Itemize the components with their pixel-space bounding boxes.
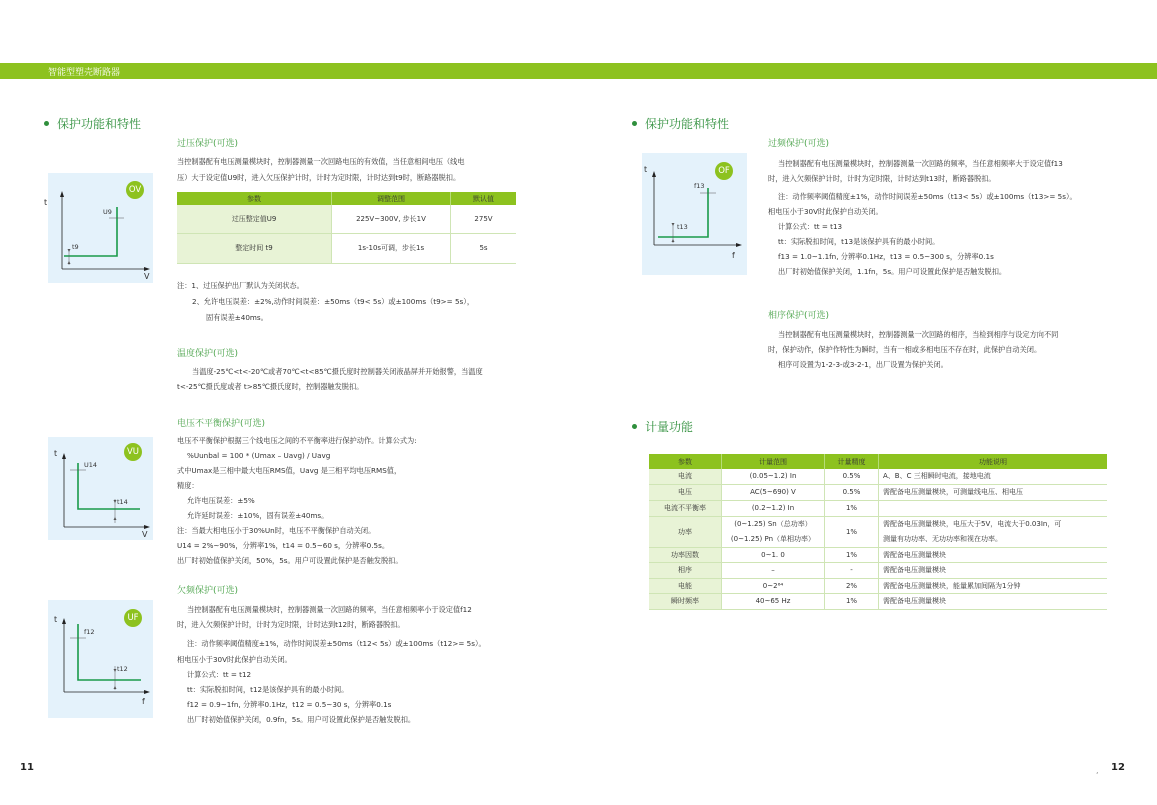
of-line-5: 计算公式：tt = t13: [778, 222, 843, 231]
vu-badge: VU: [124, 443, 142, 461]
table-cell: 0~2⁶⁴: [722, 578, 825, 593]
table-cell: 225V~300V, 步长1V: [332, 205, 451, 233]
table-cell: 需配备电压测量模块，可测量线电压、相电压: [879, 484, 1108, 500]
metering-table: [649, 454, 1107, 610]
table-cell: (0.05~1.2) In: [722, 469, 825, 484]
table-header: 调整范围: [332, 192, 451, 205]
bullet-icon: [632, 121, 637, 126]
table-row: [177, 233, 516, 263]
x-axis-label: f: [142, 697, 145, 706]
table-cell: A、B、C 三相瞬时电流，接地电流: [879, 469, 1108, 484]
table-cell: (0.2~1.2) In: [722, 500, 825, 516]
of-line-2: 时，进入欠频保护计时，计时为定时限，计时达到t13时，断路器脱扣。: [768, 174, 996, 183]
banner-title: 智能型塑壳断路器: [48, 68, 121, 78]
ov-table: [177, 192, 516, 264]
table-row: [649, 484, 1107, 500]
uf-line-7: f12 = 0.9~1fn, 分辨率0.1Hz，t12 = 0.5~30 s，分辨率0.1s: [187, 700, 392, 709]
table-cell: 0.5%: [825, 469, 879, 484]
table-cell: [879, 500, 1108, 516]
table-cell: 0~1. 0: [722, 547, 825, 562]
of-line-1: 当控制器配有电压测量模块时，控制器测量一次回路的频率，当任意相频率大于设定值f13: [778, 159, 1063, 168]
threshold-label: f12: [84, 628, 95, 636]
table-cell: 需配备电压测量模块，电压大于5V，电流大于0.03In，可 测量有功功率、无功功率和视在功率。: [879, 516, 1108, 547]
y-axis-label: t: [54, 449, 58, 458]
ov-para-2: 压）大于设定值U9时，进入欠压保护计时，计时为定时限，计时达到t9时，断路器脱扣。: [177, 173, 461, 182]
uf-title: 欠频保护(可选): [177, 586, 239, 596]
threshold-label: f13: [694, 182, 705, 190]
table-cell: 电能: [649, 578, 722, 593]
table-cell: -: [825, 562, 879, 578]
vu-diagram: [48, 437, 153, 540]
threshold-label: U14: [84, 461, 98, 469]
table-cell: 需配备电压测量模块: [879, 593, 1108, 609]
uf-line-6: tt：实际脱扣时间，t12是该保护具有的最小时间。: [187, 685, 349, 694]
bullet-icon: [632, 424, 637, 429]
of-line-8: 出厂时初始值保护关闭，1.1fn，5s。用户可设置此保护是否触发脱扣。: [778, 267, 1007, 276]
table-cell: 1%: [825, 547, 879, 562]
right-section-title: 保护功能和特性: [632, 115, 729, 132]
table-cell: 功率: [649, 516, 722, 547]
uf-line-2: 时，进入欠频保护计时，计时为定时限，计时达到t12时，断路器脱扣。: [177, 620, 405, 629]
vu-line-3: 式中Umax是三相中最大电压RMS值，Uavg 是三相平均电压RMS值，: [177, 466, 402, 475]
of-line-6: tt：实际脱扣时间，t13是该保护具有的最小时间。: [778, 237, 940, 246]
separator-mark: ,: [1096, 766, 1099, 775]
time-label: t9: [72, 243, 79, 251]
table-header: 功能说明: [879, 454, 1108, 469]
table-cell: 电流: [649, 469, 722, 484]
table-cell: –: [722, 562, 825, 578]
table-row: [649, 516, 1107, 547]
table-row: [649, 593, 1107, 609]
vu-line-1: 电压不平衡保护根据三个线电压之间的不平衡率进行保护动作。计算公式为:: [177, 436, 417, 445]
table-cell: 1%: [825, 516, 879, 547]
page-number-right: 12: [1111, 762, 1125, 773]
of-line-4: 相电压小于30V时此保护自动关闭。: [768, 207, 883, 216]
of-diagram: [642, 153, 747, 275]
ov-diagram: [44, 173, 153, 283]
uf-badge: UF: [124, 609, 142, 627]
table-cell: (0~1.25) Sn（总功率） (0~1.25) Pn（单相功率）: [722, 516, 825, 547]
table-cell: 瞬时频率: [649, 593, 722, 609]
table-header: 默认值: [451, 192, 517, 205]
header-banner: [0, 63, 1157, 79]
table-cell: 需配备电压测量模块: [879, 562, 1108, 578]
table-header: 计量范围: [722, 454, 825, 469]
of-title: 过频保护(可选): [768, 139, 830, 149]
page-number-left: 11: [20, 762, 34, 773]
ov-para-1: 当控制器配有电压测量模块时，控制器测量一次回路电压的有效值，当任意相间电压（线电: [177, 157, 465, 166]
uf-line-1: 当控制器配有电压测量模块时，控制器测量一次回路的频率，当任意相频率小于设定值f12: [187, 605, 472, 614]
vu-line-5: 允许电压误差：±5%: [187, 496, 255, 505]
table-cell: 功率因数: [649, 547, 722, 562]
table-row: [649, 578, 1107, 593]
table-cell: 需配备电压测量模块: [879, 547, 1108, 562]
time-label: t13: [677, 223, 688, 231]
ov-note-2: 2、允许电压误差：±2%,动作时间误差：±50ms（t9< 5s）或±100ms（t9>= 5s），: [192, 297, 475, 306]
table-cell: 需配备电压测量模块，能量累加间隔为1分钟: [879, 578, 1108, 593]
time-label: t12: [117, 665, 128, 673]
of-line-7: f13 = 1.0~1.1fn, 分辨率0.1Hz，t13 = 0.5~300 s，分辨率0.1s: [778, 252, 994, 261]
temp-para-2: t<-25℃摄氏度或者 t>85℃摄氏度时，控制器触发脱扣。: [177, 382, 364, 391]
x-axis-label: V: [142, 530, 148, 539]
phase-title: 相序保护(可选): [768, 311, 830, 321]
table-row: [649, 562, 1107, 578]
uf-line-3: 注：动作频率阈值精度±1%，动作时间误差±50ms（t12< 5s）或±100ms（t12>= 5s）。: [187, 639, 486, 648]
vu-line-4: 精度：: [177, 481, 199, 490]
threshold-label: U9: [103, 208, 112, 216]
x-axis-label: V: [144, 272, 150, 281]
bullet-icon: [44, 121, 49, 126]
table-cell: 2%: [825, 578, 879, 593]
table-cell: 过压整定值U9: [177, 205, 332, 233]
uf-line-4: 相电压小于30V时此保护自动关闭。: [177, 655, 292, 664]
of-line-3: 注：动作频率阈值精度±1%，动作时间误差±50ms（t13< 5s）或±100ms（t13>= 5s）。: [778, 192, 1077, 201]
table-row: [177, 205, 516, 233]
x-axis-label: f: [732, 251, 735, 260]
temp-title: 温度保护(可选): [177, 349, 239, 359]
table-row: [649, 500, 1107, 516]
ov-badge: OV: [126, 181, 144, 199]
table-cell: 40~65 Hz: [722, 593, 825, 609]
table-header: 计量精度: [825, 454, 879, 469]
y-axis-label: t: [54, 615, 58, 624]
vu-title: 电压不平衡保护(可选): [177, 419, 266, 429]
table-header: 参数: [177, 192, 332, 205]
table-header: 参数: [649, 454, 722, 469]
temp-para-1: 当温度-25℃<t<-20℃或者70℃<t<85℃摄氏度时控制器关闭液晶屏并开始报警，当温度: [192, 367, 483, 376]
table-cell: 0.5%: [825, 484, 879, 500]
table-cell: 电压: [649, 484, 722, 500]
ov-note-1: 注：1、过压保护出厂默认为关闭状态。: [177, 281, 304, 290]
ov-note-3: 固有误差±40ms。: [206, 313, 268, 322]
y-axis-label: t: [44, 198, 48, 207]
ov-title: 过压保护(可选): [177, 139, 239, 149]
table-row: [649, 547, 1107, 562]
vu-line-6: 允许延时误差：±10%，固有误差±40ms。: [187, 511, 329, 520]
left-section-title: 保护功能和特性: [44, 115, 141, 132]
uf-line-8: 出厂时初始值保护关闭，0.9fn，5s。用户可设置此保护是否触发脱扣。: [187, 715, 416, 724]
phase-line-1: 当控制器配有电压测量模块时，控制器测量一次回路的相序，当检到相序与设定方向不同: [778, 330, 1059, 339]
phase-line-3: 相序可设置为1-2-3-或3-2-1，出厂设置为保护关闭。: [778, 360, 948, 369]
time-label: t14: [117, 498, 128, 506]
vu-line-8: U14 = 2%~90%，分辨率1%，t14 = 0.5~60 s，分辨率0.5s。: [177, 541, 390, 550]
uf-diagram: [48, 600, 153, 718]
table-cell: 275V: [451, 205, 517, 233]
vu-line-9: 出厂时初始值保护关闭，50%，5s。用户可设置此保护是否触发脱扣。: [177, 556, 403, 565]
table-cell: 1%: [825, 500, 879, 516]
y-axis-label: t: [644, 165, 648, 174]
vu-line-2: %Uunbal = 100 * (Umax – Uavg) / Uavg: [187, 451, 331, 460]
metering-title: 计量功能: [632, 418, 693, 435]
table-cell: 5s: [451, 233, 517, 263]
table-cell: AC(5~690) V: [722, 484, 825, 500]
table-cell: 电流不平衡率: [649, 500, 722, 516]
table-cell: 1%: [825, 593, 879, 609]
table-cell: 整定时间 t9: [177, 233, 332, 263]
phase-line-2: 时，保护动作，保护作特性为瞬时，当有一相或多相电压不存在时，此保护自动关闭。: [768, 345, 1042, 354]
uf-line-5: 计算公式：tt = t12: [187, 670, 252, 679]
table-cell: 相序: [649, 562, 722, 578]
table-cell: 1s-10s可调，步长1s: [332, 233, 451, 263]
of-badge: OF: [715, 162, 733, 180]
table-row: [649, 469, 1107, 484]
vu-line-7: 注：当最大相电压小于30%Un时，电压不平衡保护自动关闭。: [177, 526, 376, 535]
